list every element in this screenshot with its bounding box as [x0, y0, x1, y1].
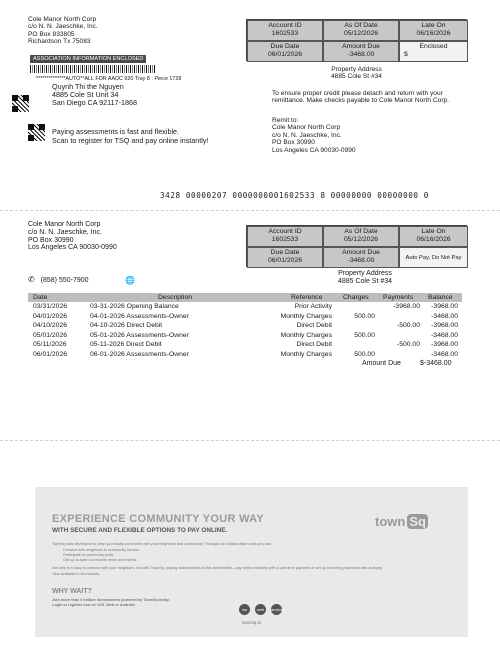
account-id-value: 1602533	[271, 235, 299, 243]
android-icon[interactable]: android	[271, 604, 282, 615]
row-date: 05/11/2026	[33, 341, 67, 348]
townsq-logo	[375, 514, 428, 529]
row-description: 06-01-2026 Assessments-Owner	[90, 350, 189, 358]
statement-summary-box	[246, 225, 467, 267]
table-row	[28, 322, 462, 330]
row-balance: -3968.00	[431, 322, 458, 329]
ad-bullet: Participate in community polls	[63, 553, 114, 557]
why-wait-title: WHY WAIT?	[52, 588, 92, 595]
row-charges: 500.00	[354, 331, 375, 339]
row-description: 04-10-2026 Direct Debit	[90, 322, 163, 329]
as-of-label: As Of Date	[344, 228, 378, 235]
row-description: 05-01-2026 Assessments-Owner	[90, 331, 189, 339]
mail-barcode	[30, 65, 155, 73]
total-amount-due-label: Amount Due	[362, 360, 401, 367]
as-of-cell	[323, 20, 399, 41]
amount-due-value: -3468.00	[347, 256, 375, 264]
phone-icon: ✆	[28, 275, 35, 284]
ocr-scanline: 3428 00000207 0000000001602533 8 00000000 00000000 0	[160, 191, 429, 200]
sender-line: Cole Manor North Corp	[28, 16, 97, 23]
phone-number[interactable]: (858) 550-7900	[40, 277, 89, 284]
recipient-line: 4885 Cole St Unit 34	[52, 90, 119, 100]
statement-property-block	[300, 270, 430, 286]
instruction-line: To ensure proper credit please detach and return with your	[272, 90, 443, 97]
row-payments: -500.00	[396, 341, 420, 348]
web-icon[interactable]: web	[255, 604, 266, 615]
ad-intro: TownSq was developed to keep you easily connected with your neighbors and community. Through our collaborative tools you can:	[52, 542, 272, 546]
account-id-label: Account ID	[268, 22, 302, 29]
row-date: 04/10/2026	[33, 322, 68, 329]
ad-footnote: *Not available in all markets	[52, 572, 99, 576]
row-balance: -3468.00	[431, 331, 458, 339]
row-description: 04-01-2026 Assessments-Owner	[90, 312, 189, 320]
row-description: 05-11-2026 Direct Debit	[90, 341, 162, 348]
late-on-cell	[399, 226, 468, 247]
logo-badge: Sq	[409, 514, 426, 529]
ad-headline: EXPERIENCE COMMUNITY YOUR WAY	[52, 513, 265, 525]
townsq-ad	[35, 487, 468, 637]
sender-line: Richardson Tx 75083	[28, 38, 91, 46]
promo-line: Paying assessments is fast and flexible.	[52, 127, 180, 136]
row-balance: -3468.00	[431, 312, 458, 320]
remit-line: c/o N. N. Jaeschke, Inc.	[272, 131, 342, 139]
as-of-value: 05/12/2026	[343, 29, 379, 37]
due-date-cell	[247, 41, 323, 62]
col-charges: Charges	[343, 294, 369, 301]
enclosed-label: Enclosed	[419, 43, 448, 50]
sender-line: c/o N. N. Jaeschke, Inc.	[28, 23, 98, 31]
enclosure-tag: ASSOCIATION INFORMATION ENCLOSED	[30, 55, 146, 63]
total-amount-due-value: $-3468.00	[420, 360, 452, 367]
late-on-label: Late On	[421, 22, 446, 29]
as-of-value: 05/12/2026	[343, 235, 379, 243]
sender-line: PO Box 833805	[28, 30, 75, 38]
col-description: Description	[158, 294, 192, 301]
col-balance: Balance	[428, 294, 453, 301]
mail-qr-icon	[12, 95, 29, 112]
row-payments: -3968.00	[393, 303, 420, 310]
due-date-value: 06/01/2026	[267, 50, 303, 58]
account-id-label: Account ID	[268, 228, 302, 235]
phone-row	[28, 275, 89, 285]
due-date-cell	[247, 247, 323, 268]
amount-due-label: Amount Due	[342, 43, 380, 50]
company-line: c/o N. N. Jaeschke, Inc.	[28, 228, 102, 236]
company-line: PO Box 30990	[28, 236, 74, 244]
ios-icon[interactable]: ios	[239, 604, 250, 615]
due-date-value: 06/01/2026	[267, 256, 303, 264]
amount-due-value: -3468.00	[347, 50, 375, 58]
amount-due-cell	[323, 247, 399, 268]
autopay-cell: Auto Pay, Do Not Pay	[399, 247, 468, 268]
row-reference: Direct Debit	[296, 341, 332, 348]
row-balance: -3468.00	[431, 350, 458, 358]
fold-line	[0, 440, 500, 441]
ad-pay-line: Not only is it easy to connect with your neighbors, but with TownSq, paying assessments is fast and flexible—pay online instantly with a one-time payment or set up recurring payments with autopay.	[52, 566, 383, 570]
row-date: 05/01/2026	[33, 331, 68, 339]
promo-text	[52, 128, 208, 145]
table-row	[28, 341, 462, 349]
late-on-value: 06/16/2026	[416, 29, 451, 37]
detach-instructions	[272, 90, 449, 105]
property-address: 4885 Cole St #34	[337, 278, 393, 286]
as-of-label: As Of Date	[344, 22, 378, 29]
row-reference: Prior Activity	[294, 303, 332, 310]
row-balance: -3968.00	[431, 341, 458, 348]
remit-line: Los Angeles CA 90030-0990	[272, 146, 356, 154]
amount-due-label: Amount Due	[342, 249, 380, 256]
remit-label: Remit to:	[272, 117, 299, 124]
perforation-line	[0, 210, 500, 211]
late-on-value: 06/16/2026	[416, 235, 451, 243]
row-reference: Monthly Charges	[280, 331, 332, 339]
property-block	[246, 66, 467, 81]
table-header	[28, 293, 462, 302]
statement-company	[28, 221, 117, 252]
table-row	[28, 332, 462, 340]
row-reference: Monthly Charges	[280, 312, 332, 320]
amount-due-cell	[323, 41, 399, 62]
register-qr-icon[interactable]	[28, 124, 45, 141]
account-summary-box	[246, 19, 467, 61]
late-on-cell	[399, 20, 468, 41]
sender-address	[28, 16, 98, 46]
recipient-line: San Diego CA 92117-1868	[52, 98, 137, 108]
account-id-cell	[247, 20, 323, 41]
recipient-line: Quynh Thi the Nguyen	[52, 82, 124, 91]
why-line: Login or register now on iOS, Web or Android.	[52, 603, 136, 607]
row-date: 03/31/2026	[33, 303, 68, 310]
row-payments: -500.00	[396, 322, 420, 329]
company-line: Los Angeles CA 90030-0990	[28, 244, 117, 252]
row-charges: 500.00	[354, 312, 375, 320]
enclosed-value: $	[404, 50, 408, 58]
instruction-line: remittance. Make checks payable to Cole Manor North Corp.	[272, 97, 450, 105]
row-reference: Monthly Charges	[280, 350, 332, 358]
col-date: Date	[33, 294, 48, 301]
account-id-cell	[247, 226, 323, 247]
recipient-address	[52, 83, 137, 108]
table-row	[28, 303, 462, 311]
row-date: 06/01/2026	[33, 350, 68, 358]
as-of-cell	[323, 226, 399, 247]
auto-sort-line: **************AUTO**ALL FOR AADC 920 Tray 8 : Piece 1728	[36, 76, 182, 82]
due-date-label: Due Date	[270, 249, 300, 256]
logo-text: town	[375, 514, 406, 529]
enclosed-cell[interactable]	[399, 41, 468, 62]
row-balance: -3968.00	[431, 303, 458, 310]
property-address: 4885 Cole St #34	[331, 73, 382, 81]
townsq-url[interactable]: townsq.io	[241, 620, 262, 625]
table-row	[28, 313, 462, 321]
col-payments: Payments	[383, 294, 414, 301]
remit-line: PO Box 30990	[272, 139, 315, 147]
property-label: Property Address	[338, 270, 392, 277]
account-id-value: 1602533	[271, 29, 299, 37]
ad-subhead: WITH SECURE AND FLEXIBLE OPTIONS TO PAY ONLINE.	[52, 527, 228, 534]
row-description: 03-31-2026 Opening Balance	[90, 303, 179, 310]
company-line: Cole Manor North Corp	[28, 221, 101, 228]
remit-to-block	[272, 117, 356, 154]
row-reference: Direct Debit	[296, 322, 332, 329]
promo-line: Scan to register for TSQ and pay online instantly!	[52, 135, 209, 145]
property-label: Property Address	[331, 66, 382, 73]
row-date: 04/01/2026	[33, 312, 68, 320]
remit-line: Cole Manor North Corp	[272, 124, 341, 132]
row-charges: 500.00	[354, 350, 375, 358]
why-line: Join more than 5 million homeowners powered by TownSq today.	[52, 598, 170, 602]
ad-bullet: Connect with neighbors in community forums	[63, 548, 139, 552]
due-date-label: Due Date	[270, 43, 300, 50]
col-reference: Reference	[291, 294, 323, 301]
table-row	[28, 351, 462, 359]
globe-icon[interactable]: 🌐	[125, 276, 135, 285]
ad-bullet: Get up-to-date community news and events	[63, 558, 137, 562]
late-on-label: Late On	[421, 228, 446, 235]
